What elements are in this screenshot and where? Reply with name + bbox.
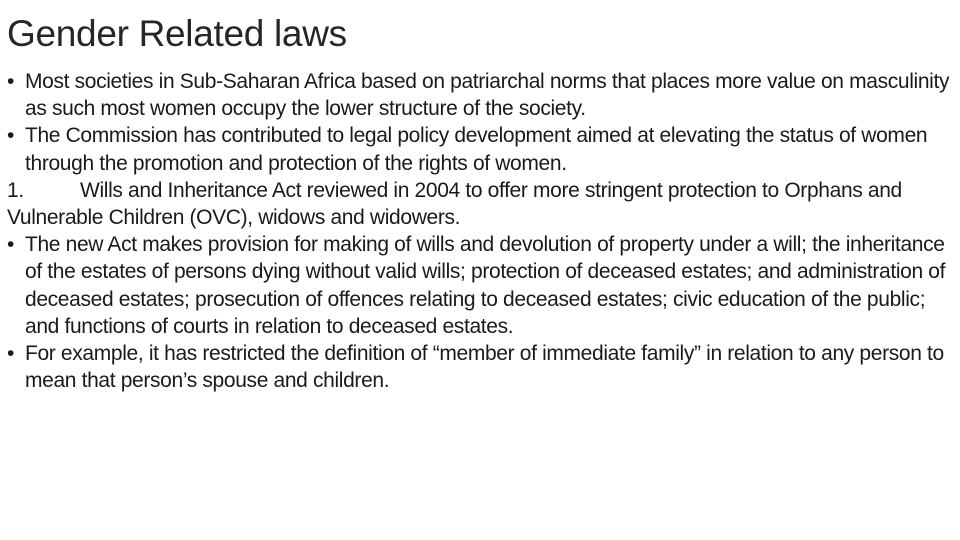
bullet-mark: • [7, 233, 15, 257]
bullet-mark: • [7, 124, 15, 148]
bullet-text: Most societies in Sub-Saharan Africa based on patriarchal norms that places more value on masculinity as such most women occupy the lower structure of the society. [25, 70, 950, 121]
bullet-item [7, 122, 952, 176]
bullet-mark: • [7, 70, 15, 93]
item-number: 1. [7, 178, 24, 202]
bullet-text: The Commission has contributed to legal policy development aimed at elevating the status of women through the promotion and protection of the rights of women. [25, 124, 928, 175]
numbered-item [7, 177, 952, 231]
bullet-text: The new Act makes provision for making of wills and devolution of property under a will; the inheritance of the estates of persons dying without valid wills; protection of deceased estates; and administration of deceased estates; prosecution of offences relating to deceased estates; civic education of the public; and functions of courts in relation to deceased estates. [25, 233, 946, 338]
bullet-item [7, 68, 952, 122]
slide-body [7, 68, 952, 394]
bullet-item [7, 340, 952, 394]
slide-title: Gender Related laws [7, 13, 347, 54]
numbered-text: Wills and Inheritance Act reviewed in 2004 to offer more stringent protection to Orphans and Vulnerable Children (OVC), widows and widowers. [7, 178, 902, 230]
bullet-mark: • [7, 342, 15, 366]
bullet-item [7, 231, 952, 340]
bullet-text: For example, it has restricted the definition of “member of immediate family” in relation to any person to mean that person’s spouse and children. [25, 342, 944, 393]
